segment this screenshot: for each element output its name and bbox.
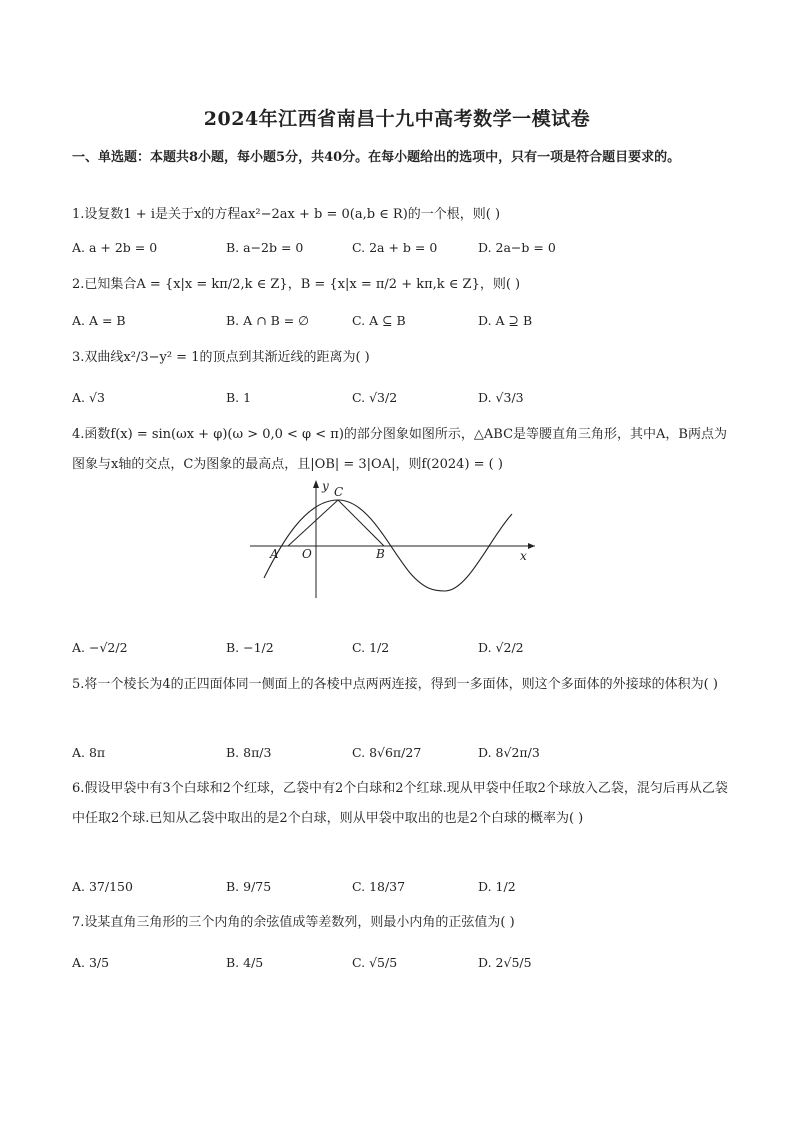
option-d: D. A ⊇ B	[478, 313, 533, 328]
question-7-stem: 7.设某直角三角形的三个内角的余弦值成等差数列，则最小内角的正弦值为( )	[72, 915, 515, 930]
question-6-options	[72, 879, 732, 903]
option-b: B. 9/75	[226, 879, 272, 894]
question-2-options	[72, 313, 732, 337]
triangle-ac	[288, 500, 338, 546]
question-7-options	[72, 955, 732, 979]
option-b: B. A ∩ B = ∅	[226, 313, 310, 328]
option-d: D. 2√5/5	[478, 955, 532, 970]
question-3-options	[72, 390, 732, 414]
option-c: C. 1/2	[352, 640, 390, 655]
option-d: D. √2/2	[478, 640, 524, 655]
option-a: A. A = B	[72, 313, 126, 328]
option-a: A. −√2/2	[72, 640, 128, 655]
label-x: x	[520, 549, 527, 563]
option-d: D. 1/2	[478, 879, 516, 894]
question-1-stem: 1.设复数1 + i是关于x的方程ax²−2ax + b = 0(a,b ∈ R)的一个根，则( )	[72, 207, 501, 222]
option-d: D. √3/3	[478, 390, 524, 405]
label-c: C	[334, 485, 344, 499]
option-b: B. 4/5	[226, 955, 264, 970]
question-4-stem: 4.函数f(x) = sin(ωx + φ)(ω > 0,0 < φ < π)的部分图象如图所示，△ABC是等腰直角三角形，其中A，B两点为图象与x轴的交点，C为图象的最高点，且|OB| = 3|OA|，则f(2024) = ( )	[72, 427, 727, 472]
question-1-options	[72, 240, 732, 264]
question-4-options	[72, 640, 732, 664]
label-y: y	[322, 479, 329, 493]
page-title: 2024年江西省南昌十九中高考数学一模试卷	[203, 108, 591, 130]
section-header: 一、单选题：本题共8小题，每小题5分，共40分。在每小题给出的选项中，只有一项是符合题目要求的。	[72, 150, 681, 165]
question-5-stem: 5.将一个棱长为4的正四面体同一侧面上的各棱中点两两连接，得到一多面体，则这个多面体的外接球的体积为( )	[72, 677, 718, 692]
option-d: D. 2a−b = 0	[478, 240, 556, 255]
option-c: C. √3/2	[352, 390, 398, 405]
label-b: B	[376, 547, 385, 561]
option-a: A. 37/150	[72, 879, 133, 894]
option-b: B. 1	[226, 390, 252, 405]
label-a: A	[270, 547, 279, 561]
option-a: A. 8π	[72, 745, 106, 760]
sine-graph-figure	[250, 478, 550, 603]
x-axis-arrow	[528, 543, 535, 549]
option-a: A. 3/5	[72, 955, 110, 970]
option-c: C. 18/37	[352, 879, 406, 894]
option-a: A. a + 2b = 0	[72, 240, 158, 255]
option-a: A. √3	[72, 390, 105, 405]
option-c: C. 2a + b = 0	[352, 240, 438, 255]
label-o: O	[302, 547, 312, 561]
question-5-options	[72, 745, 732, 769]
option-b: B. 8π/3	[226, 745, 272, 760]
option-c: C. 8√6π/27	[352, 745, 422, 760]
question-3-stem: 3.双曲线x²/3−y² = 1的顶点到其渐近线的距离为( )	[72, 350, 370, 365]
option-d: D. 8√2π/3	[478, 745, 540, 760]
question-6-stem: 6.假设甲袋中有3个白球和2个红球，乙袋中有2个白球和2个红球.现从甲袋中任取2个球放入乙袋，混匀后再从乙袋中任取2个球.已知从乙袋中取出的是2个白球，则从甲袋中取出的也是2个白球的概率为( )	[72, 781, 728, 826]
option-c: C. A ⊆ B	[352, 313, 406, 328]
triangle-cb	[338, 500, 384, 546]
option-c: C. √5/5	[352, 955, 398, 970]
option-b: B. a−2b = 0	[226, 240, 304, 255]
option-b: B. −1/2	[226, 640, 274, 655]
y-axis-arrow	[313, 480, 319, 488]
question-2-stem: 2.已知集合A = {x|x = kπ/2,k ∈ Z}，B = {x|x = π/2 + kπ,k ∈ Z}，则( )	[72, 277, 521, 292]
